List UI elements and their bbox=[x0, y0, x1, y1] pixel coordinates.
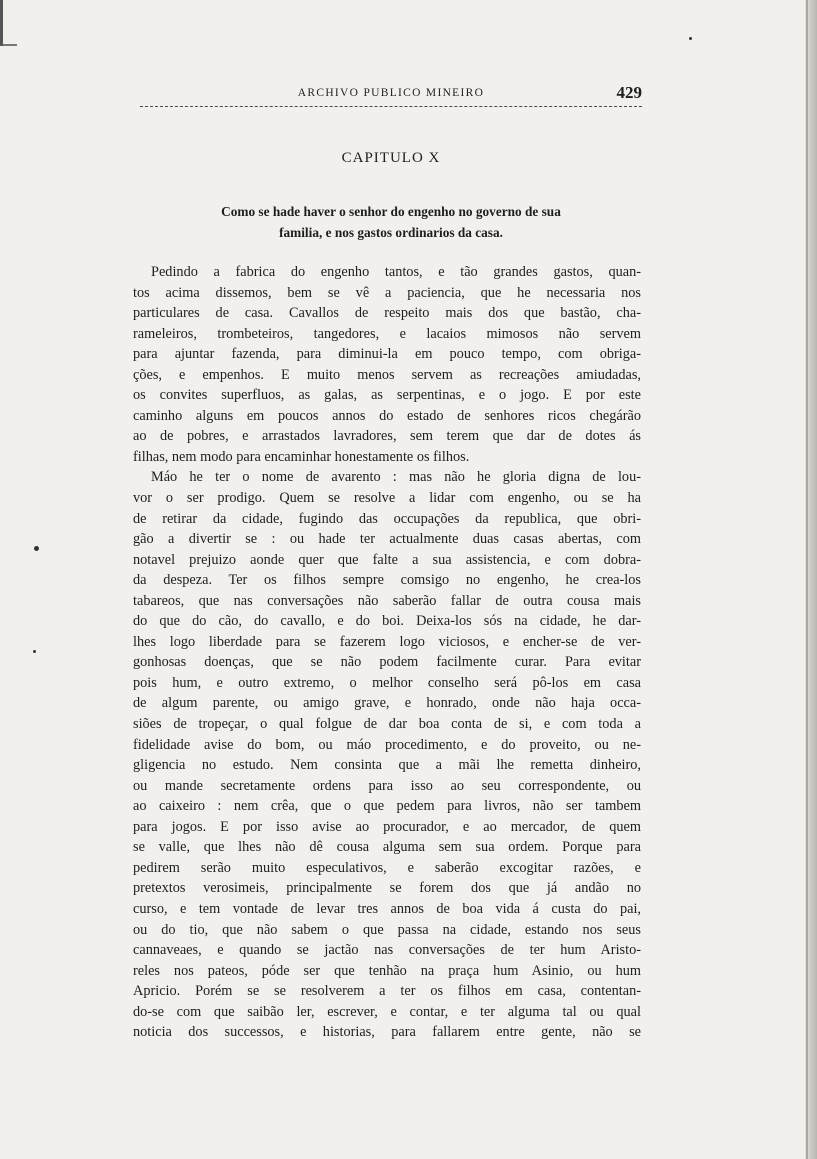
text-line: vor o ser prodigo. Quem se resolve a lidar com engenho, ou se ha bbox=[133, 490, 641, 507]
running-header bbox=[140, 83, 642, 107]
text-line: ou mande secretamente ordens para isso ao seu correspondente, ou bbox=[133, 777, 641, 794]
text-line: filhas, nem modo para encaminhar honestamente os filhos. bbox=[133, 448, 470, 465]
text-line: siões de tropeçar, o qual folgue de dar boa conta de si, e com toda a bbox=[133, 716, 641, 733]
speck bbox=[33, 650, 36, 653]
text-line: para ajuntar fazenda, para diminui-la em pouco tempo, com obriga- bbox=[133, 346, 641, 363]
text-line: cannaveaes, e quando se jactão nas conversações de ter hum Aristo- bbox=[133, 942, 641, 959]
page-number: 429 bbox=[616, 83, 642, 102]
text-line: gligencia no estudo. Nem consinta que a mãi lhe remetta dinheiro, bbox=[133, 757, 641, 774]
text-line: caminho alguns em poucos annos do estado de senhores ricos chegárão bbox=[133, 407, 641, 424]
text-line: ao de pobres, e arrastados lavradores, sem terem que dar de dotes ás bbox=[133, 428, 641, 445]
text-line: da despeza. Ter os filhos sempre comsigo no engenho, he crea-los bbox=[133, 572, 641, 589]
subtitle-line: familia, e nos gastos ordinarios da casa. bbox=[279, 224, 503, 240]
body-text bbox=[133, 262, 641, 1043]
text-line: Máo he ter o nome de avarento : mas não he gloria digna de lou- bbox=[151, 469, 641, 486]
text-line: Apricio. Porém se se resolverem a ter os filhos em casa, contentan- bbox=[133, 983, 641, 1000]
text-line: pois hum, e outro extremo, o melhor conselho será pô-los em casa bbox=[133, 674, 641, 691]
text-line: fidelidade avise do bom, ou máo procedimento, e do proveito, ou ne- bbox=[133, 736, 641, 753]
text-line: do-se com que saibão ler, escrever, e contar, e ter alguma tal ou qual bbox=[133, 1003, 641, 1020]
text-line: notavel prejuizo aonde quer que falte a sua assistencia, e com dobra- bbox=[133, 551, 641, 568]
text-line: tos acima dissemos, bem se vê a paciencia, que he necessaria nos bbox=[133, 284, 641, 301]
text-line: de retirar da cidade, fugindo das occupações da republica, que obri- bbox=[133, 510, 641, 527]
text-line: os convites superfluos, as galas, as serpentinas, e o jogo. E por este bbox=[133, 387, 641, 404]
left-scan-edge bbox=[0, 0, 3, 46]
subtitle-line: Como se hade haver o senhor do engenho no governo de sua bbox=[221, 204, 561, 219]
text-line: rameleiros, trombeteiros, tangedores, e lacaios mimosos não servem bbox=[133, 325, 641, 342]
text-line: ções, e empenhos. E muito menos servem as recreações amiudadas, bbox=[133, 366, 641, 383]
speck bbox=[34, 546, 39, 551]
text-line: Pedindo a fabrica do engenho tantos, e tão grandes gastos, quan- bbox=[151, 264, 641, 280]
text-line: gonhosas doenças, que se não podem facilmente curar. Para evitar bbox=[133, 654, 641, 671]
text-line: pedirem serão muito especulativos, e saberão excogitar razões, e bbox=[133, 859, 641, 876]
speck bbox=[689, 37, 692, 40]
left-scan-edge-mark bbox=[3, 44, 17, 46]
text-line: gão a divertir se : ou hade ter actualmente duas casas abertas, com bbox=[133, 531, 641, 548]
chapter-title: CAPITULO X bbox=[341, 150, 441, 166]
text-line: do que do cão, do cavallo, e do boi. Deixa-los sós na cidade, he dar- bbox=[133, 613, 641, 630]
text-line: ao caixeiro : nem crêa, que o que pedem para livros, não ser tambem bbox=[133, 798, 641, 815]
text-line: tabareos, que nas conversações não saberão fallar de outra cousa mais bbox=[133, 592, 641, 609]
running-title: ARCHIVO PUBLICO MINEIRO bbox=[297, 87, 485, 99]
right-page-edge-line bbox=[806, 0, 808, 1159]
text-line: se valle, que lhes não dê cousa alguma sem sua ordem. Porque para bbox=[133, 839, 641, 856]
text-line: noticia dos successos, e historias, para fallarem entre gente, não se bbox=[133, 1024, 641, 1041]
text-line: para jogos. E por isso avise ao procurador, e ao mercador, de quem bbox=[133, 818, 641, 835]
text-line: de algum parente, ou amigo grave, e honrado, onde não haja occa- bbox=[133, 695, 641, 712]
text-line: reles nos pateos, póde ser que tenhão na praça hum Asinio, ou hum bbox=[133, 962, 641, 979]
text-line: pretextos verosimeis, principalmente se forem dos que já andão no bbox=[133, 880, 641, 897]
text-line: ou do tio, que não sabem o que passa na cidade, estando nos seus bbox=[133, 921, 641, 938]
text-line: lhes logo liberdade para se fazerem logo viciosos, e encher-se de ver- bbox=[133, 633, 641, 650]
text-line: curso, e tem vontade de levar tres annos de boa vida á custa do pai, bbox=[133, 900, 641, 917]
header-rule bbox=[140, 106, 642, 107]
text-line: particulares de casa. Cavallos de respeito mais dos que bastão, cha- bbox=[133, 305, 641, 322]
chapter-subtitle bbox=[140, 202, 642, 243]
